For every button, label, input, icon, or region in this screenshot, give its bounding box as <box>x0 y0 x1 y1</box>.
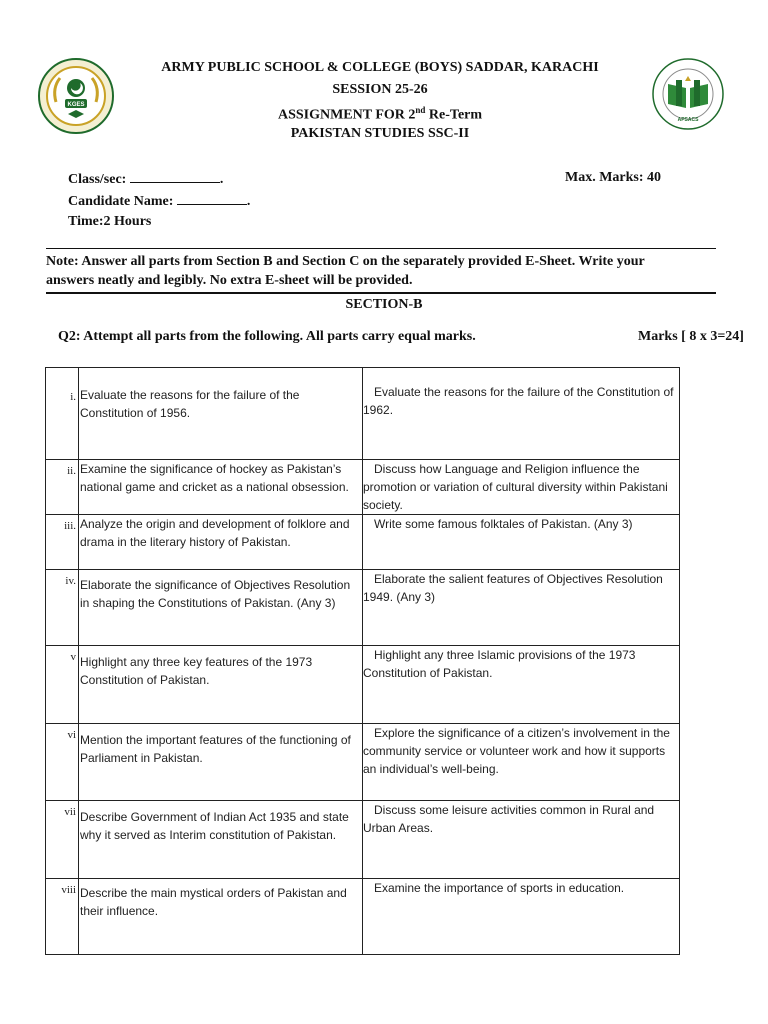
table-row <box>46 368 680 460</box>
candidate-row: Candidate Name: . <box>68 194 251 209</box>
class-sec-label: Class/sec: <box>68 172 127 187</box>
kges-badge-text: KGES <box>67 102 85 108</box>
question-number: iv. <box>46 570 79 646</box>
question-number: ii. <box>46 460 79 515</box>
question-option-b: Discuss some leisure activities common in Rural and Urban Areas. <box>363 801 680 879</box>
assignment-sup: nd <box>415 105 426 115</box>
assignment-title <box>130 102 630 124</box>
question-option-a: Highlight any three key features of the 1973 Constitution of Pakistan. <box>79 646 363 724</box>
table-row <box>46 570 680 646</box>
table-row <box>46 879 680 955</box>
class-sec-blank[interactable] <box>130 170 220 183</box>
question-option-b: Highlight any three Islamic provisions of the 1973 Constitution of Pakistan. <box>363 646 680 724</box>
question-option-b: Evaluate the reasons for the failure of the Constitution of 1962. <box>363 368 680 460</box>
apsacs-logo <box>652 58 724 130</box>
question-option-a: Elaborate the significance of Objectives Resolution in shaping the Constitutions of Pakistan. (Any 3) <box>79 570 363 646</box>
session-line: SESSION 25-26 <box>332 82 428 97</box>
question-option-a: Mention the important features of the functioning of Parliament in Pakistan. <box>79 724 363 801</box>
assignment-prefix: ASSIGNMENT FOR 2 <box>277 107 416 123</box>
questions-table <box>45 367 680 955</box>
question-option-a: Examine the significance of hockey as Pakistan’s national game and cricket as a national obsession. <box>79 460 363 515</box>
assignment-suffix: Re-Term <box>425 107 483 123</box>
note-line-2: answers neatly and legibly. No extra E-sheet will be provided. <box>46 273 413 288</box>
table-row <box>46 801 680 879</box>
apsacs-badge-text: APSACS <box>677 117 699 123</box>
time-label: Time:2 Hours <box>68 214 152 229</box>
divider-bottom <box>46 292 716 294</box>
table-row <box>46 460 680 515</box>
question-option-a: Evaluate the reasons for the failure of the Constitution of 1956. <box>79 368 363 460</box>
question-option-b: Examine the importance of sports in education. <box>363 879 680 955</box>
question-number: vii <box>46 801 79 879</box>
question-option-a: Analyze the origin and development of folklore and drama in the literary history of Pakistan. <box>79 515 363 570</box>
question-number: v <box>46 646 79 724</box>
table-row <box>46 646 680 724</box>
candidate-label: Candidate Name: <box>68 194 174 209</box>
subject-line: PAKISTAN STUDIES SSC-II <box>290 126 470 141</box>
max-marks: Max. Marks: 40 <box>565 170 662 185</box>
question-option-a: Describe Government of Indian Act 1935 and state why it served as Interim constitution of Pakistan. <box>79 801 363 879</box>
table-row <box>46 724 680 801</box>
question-instruction: Q2: Attempt all parts from the following. All parts carry equal marks. <box>58 329 476 344</box>
question-option-b: Discuss how Language and Religion influence the promotion or variation of cultural diversity within Pakistani society. <box>363 460 680 515</box>
class-sec-row: Class/sec: . <box>68 172 224 187</box>
section-title: SECTION-B <box>345 297 423 312</box>
divider-top <box>46 248 716 249</box>
question-number: iii. <box>46 515 79 570</box>
question-marks: Marks [ 8 x 3=24] <box>638 329 744 344</box>
question-option-b: Elaborate the salient features of Objectives Resolution 1949. (Any 3) <box>363 570 680 646</box>
school-name: ARMY PUBLIC SCHOOL & COLLEGE (BOYS) SADDAR, KARACHI <box>161 60 599 75</box>
table-row <box>46 515 680 570</box>
note-text <box>46 252 716 290</box>
question-option-b: Explore the significance of a citizen’s involvement in the community service or volunteer work and how it supports an individual’s well-being. <box>363 724 680 801</box>
question-number: i. <box>46 368 79 460</box>
candidate-blank[interactable] <box>177 192 247 205</box>
question-option-b: Write some famous folktales of Pakistan. (Any 3) <box>363 515 680 570</box>
question-option-a: Describe the main mystical orders of Pakistan and their influence. <box>79 879 363 955</box>
kges-logo <box>38 58 114 134</box>
question-number: vi <box>46 724 79 801</box>
note-line-1: Note: Answer all parts from Section B and Section C on the separately provided E-Sheet. Write your <box>46 254 645 269</box>
question-number: viii <box>46 879 79 955</box>
